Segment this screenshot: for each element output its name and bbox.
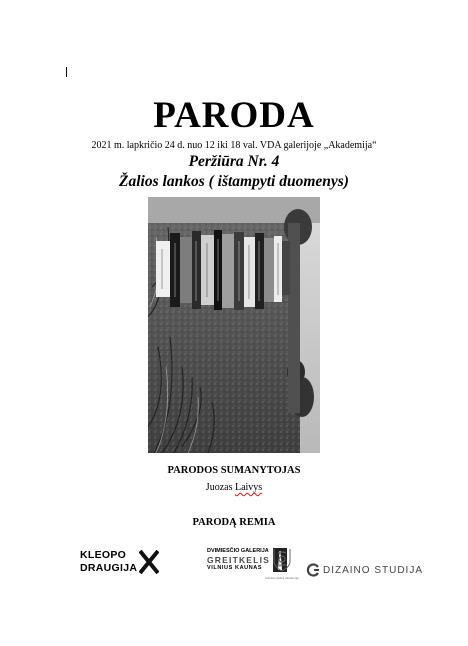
- organizer-heading: PARODOS SUMANYTOJAS: [167, 465, 301, 476]
- page-title: PARODA: [153, 95, 315, 136]
- kleopo-line1: KLEOPO: [80, 549, 127, 561]
- kleopo-draugija-logo: [80, 549, 159, 575]
- greitkelis-line3: VILNIUS KAUNAS: [207, 565, 263, 571]
- exhibition-subtitle: Žalios lankos ( ištampyti duomenys): [119, 173, 349, 190]
- greitkelis-line2: GREITKELIS: [207, 555, 271, 565]
- sponsors-heading: PARODĄ REMIA: [192, 517, 276, 528]
- kleopo-x-mark-icon: [139, 550, 159, 574]
- vda-caption: Vilniaus dailės akademija: [265, 576, 299, 580]
- greitkelis-line1: DVIMIESČIO GALERIJA: [207, 548, 269, 554]
- organizer-name: [0, 482, 468, 493]
- vda-logo: [262, 547, 302, 581]
- organizer-first-name: Juozas: [205, 482, 233, 493]
- organizer-last-name: Laivys: [234, 482, 263, 493]
- dizaino-label: DIZAINO STUDIJA: [323, 564, 424, 576]
- preview-number: Peržiūra Nr. 4: [188, 153, 280, 170]
- kleopo-line2: DRAUGIJA: [80, 562, 138, 574]
- dizaino-studija-logo: [306, 563, 423, 577]
- dizaino-swirl-icon: [306, 563, 320, 577]
- text-cursor[interactable]: [66, 67, 67, 77]
- book-stack-photo: [148, 197, 320, 453]
- vda-emblem-icon: [270, 547, 294, 575]
- event-dateline: 2021 m. lapkričio 24 d. nuo 12 iki 18 val. VDA galerijoje „Akademija“: [91, 140, 377, 151]
